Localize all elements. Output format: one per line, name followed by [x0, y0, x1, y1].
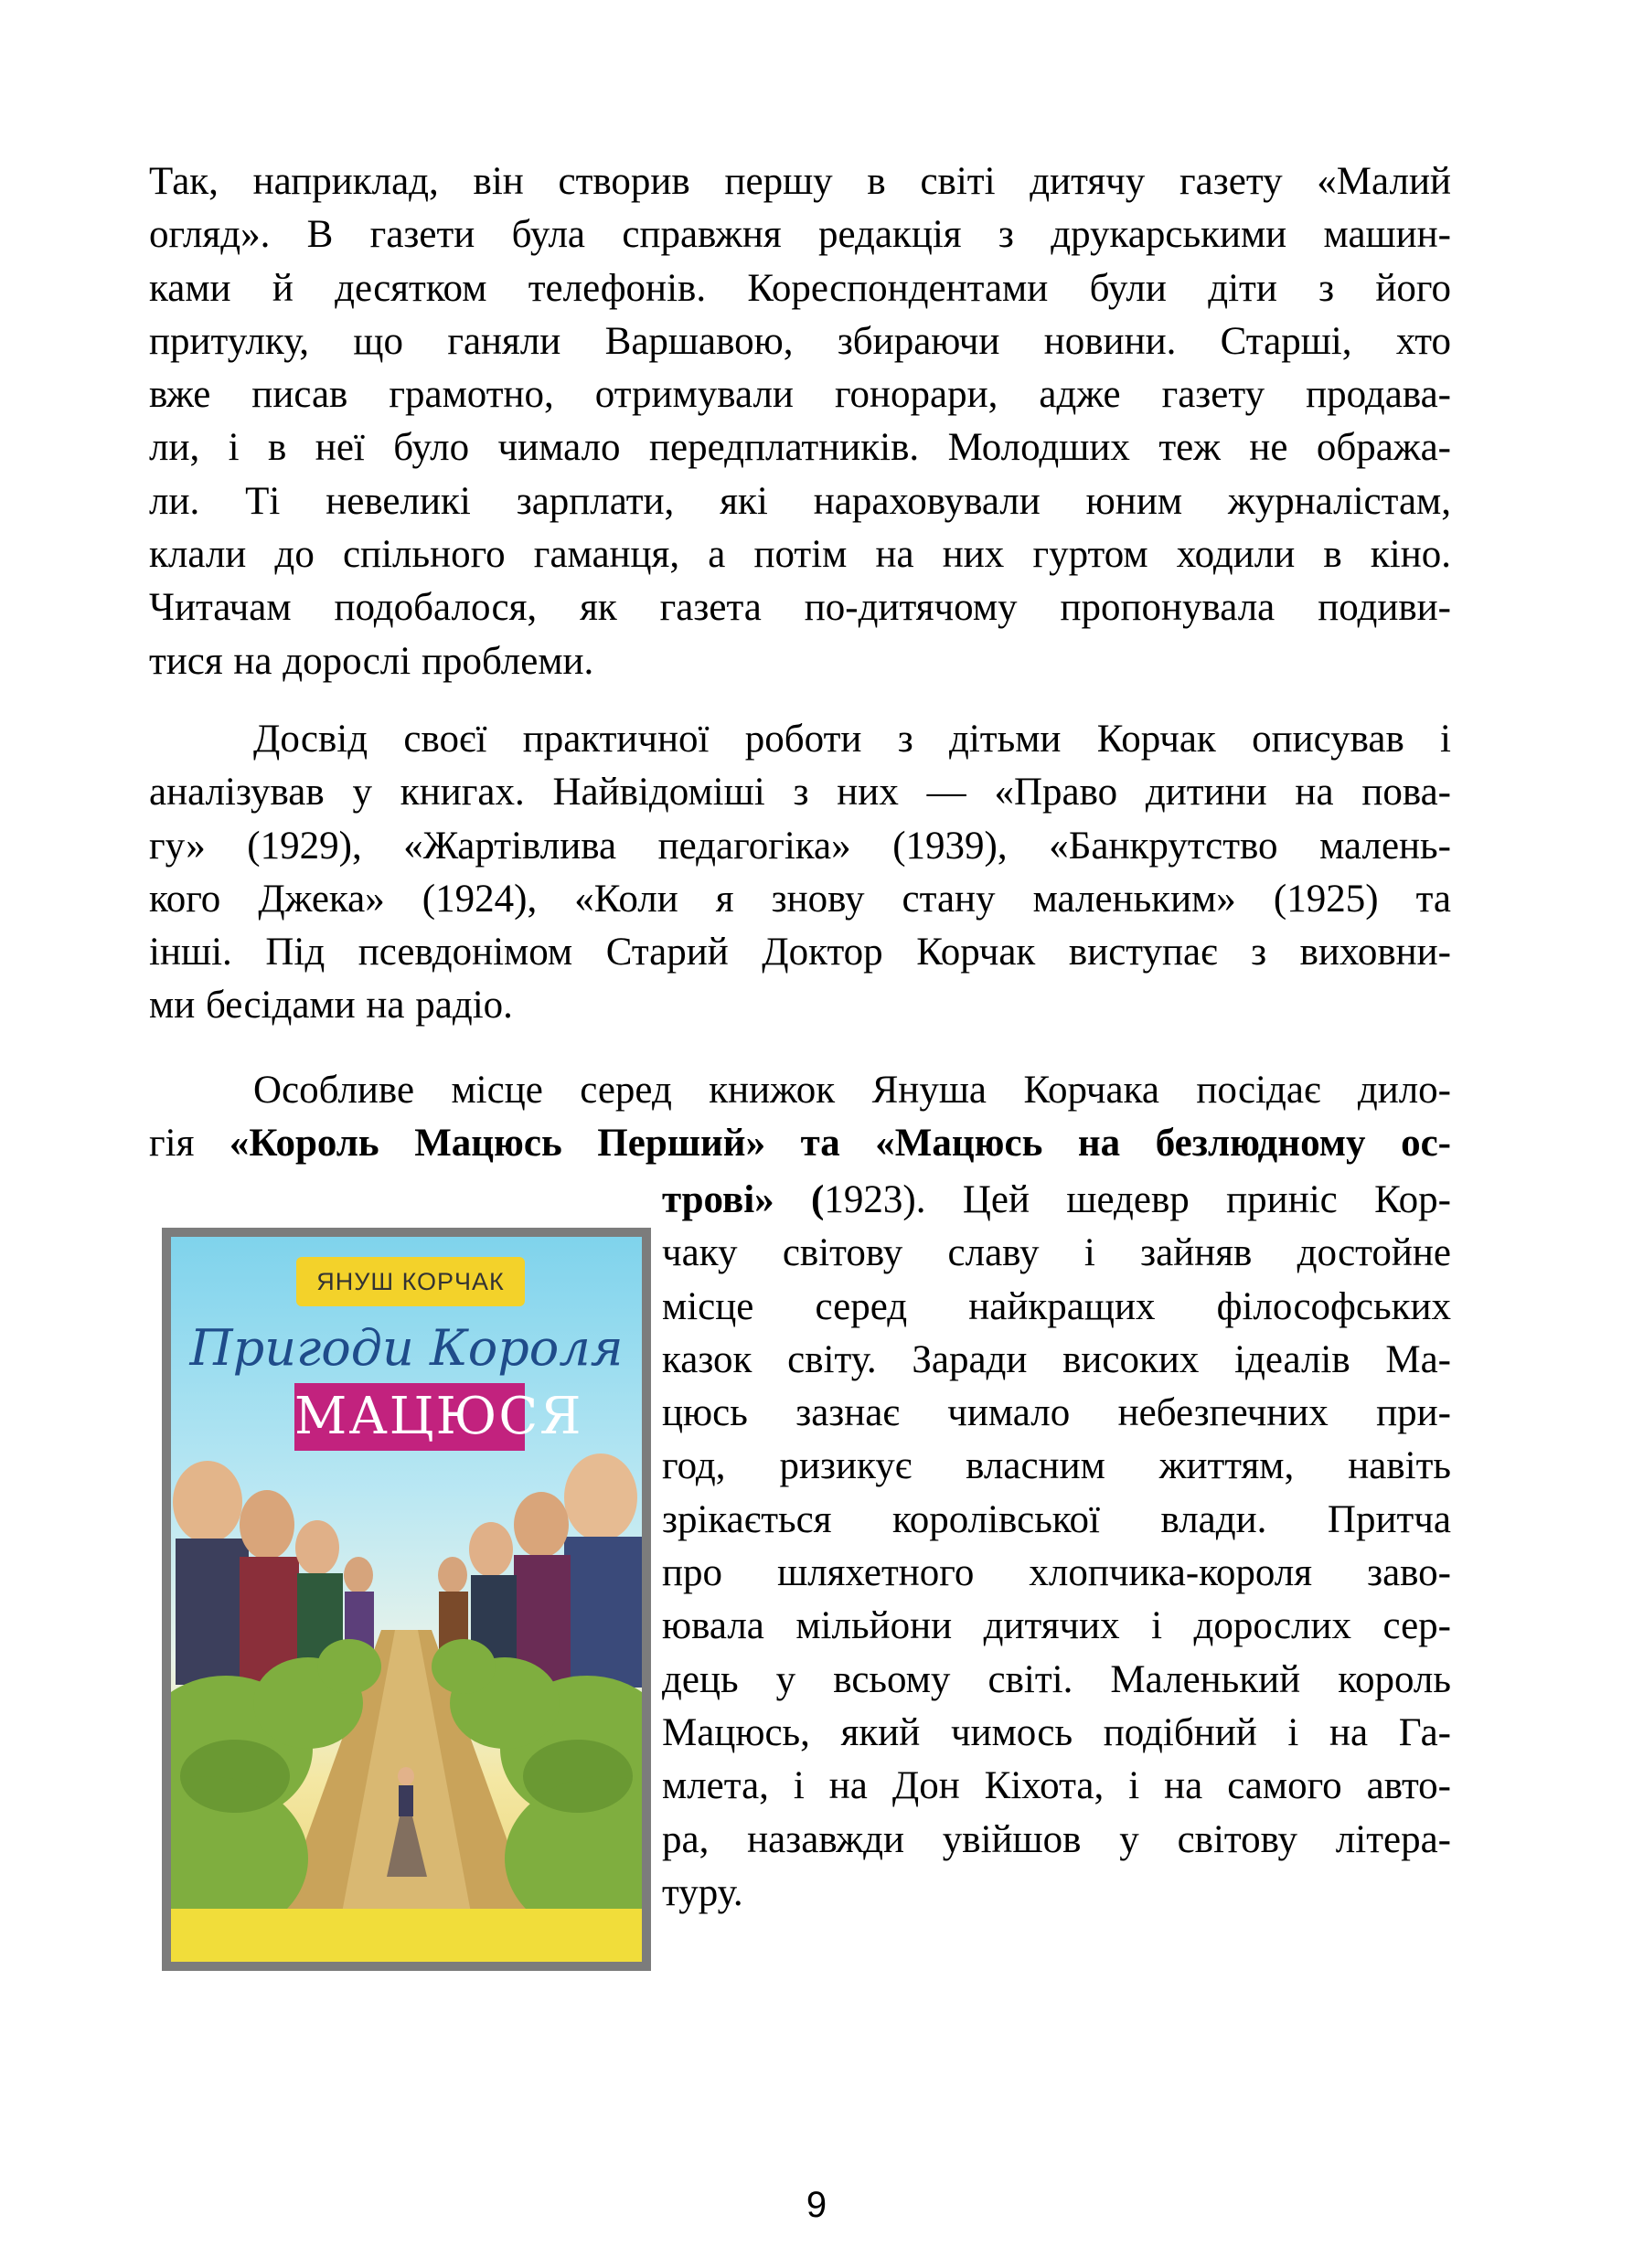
- p2-line: Досвід своєї практичної роботи з дітьми Корчак описував і: [253, 718, 1451, 761]
- p3wrap-line: цюсь зазнає чимало небезпечних при-: [662, 1391, 1451, 1435]
- paragraph-3-line-2: [149, 1117, 1451, 1170]
- p1-line: клали до спільного гаманця, а потім на них гуртом ходили в кіно.: [149, 533, 1451, 577]
- cover-title-line-2: МАЦЮСЯ: [294, 1383, 525, 1451]
- p3wrap-line: зрікається королівської влади. Притча: [662, 1497, 1451, 1541]
- paragraph-3-wrap-lines: [662, 1227, 1451, 1920]
- p1-line: ли. Ті невеликі зарплати, які нараховували юним журналістам,: [149, 479, 1451, 523]
- p2-line: ми бесідами на радіо.: [149, 984, 513, 1028]
- p3wrap-line: ра, назавжди увійшов у світову літера-: [662, 1817, 1451, 1861]
- p1-line: Читачам подобалося, як газета по-дитячому пропонувала подиви-: [149, 586, 1451, 630]
- p1-line: Так, наприклад, він створив першу в світі дитячу газету «Малий: [149, 160, 1451, 203]
- page-number: 9: [806, 2185, 827, 2225]
- p1-line: вже писав грамотно, отримували гонорари, адже газету продава-: [149, 373, 1451, 417]
- p1-line: ли, і в неї було чимало передплатників. Молодших теж не обража-: [149, 426, 1451, 470]
- p1-line: огляд». В газети була справжня редакція з друкарськими машин-: [149, 213, 1451, 257]
- p2-line: інші. Під псевдонімом Старий Доктор Корчак виступає з виховни-: [149, 931, 1451, 974]
- p3wrap-line: год, ризикує власним життям, навіть: [662, 1444, 1451, 1488]
- paragraph-3-line-3-rest: 1923). Цей шедевр приніс Кор-: [824, 1178, 1451, 1221]
- cover-title-line-1: Пригоди Короля: [189, 1319, 624, 1377]
- p3wrap-line: туру.: [662, 1870, 743, 1914]
- paragraph-3-wrapped-column: [662, 1174, 1451, 1920]
- p3wrap-line: Мацюсь, який чимось подібний і на Га-: [662, 1710, 1451, 1754]
- p1-line: притулку, що ганяли Варшавою, збираючи новини. Старші, хто: [149, 319, 1451, 363]
- paragraph-1: [149, 155, 1451, 688]
- book-titles-bold: «Король Мацюсь Перший» та «Мацюсь на безлюдному ос-: [229, 1122, 1451, 1166]
- p2-line: кого Джека» (1924), «Коли я знову стану маленьким» (1925) та: [149, 877, 1451, 921]
- p3wrap-line: чаку світову славу і зайняв достойне: [662, 1231, 1451, 1275]
- p3wrap-line: дець у всьому світі. Маленький король: [662, 1657, 1451, 1701]
- paragraph-3-line-1: Особливе місце серед книжок Януша Корчака посідає дило-: [253, 1069, 1451, 1112]
- p1-line: ками й десятком телефонів. Кореспондентами були діти з його: [149, 266, 1451, 310]
- cover-bottom-band: [171, 1909, 642, 1962]
- paragraph-3-prefix: гія: [149, 1122, 229, 1166]
- paragraph-3-line-3: [662, 1174, 1451, 1227]
- p3wrap-line: ювала мільйони дитячих і дорослих сер-: [662, 1604, 1451, 1648]
- p3wrap-line: казок світу. Заради високих ідеалів Ма-: [662, 1337, 1451, 1381]
- book-cover-artwork: [171, 1237, 642, 1962]
- cover-illustration: [171, 1447, 642, 1922]
- book-cover-image: [162, 1228, 651, 1971]
- paragraph-3: [149, 1064, 1451, 1171]
- cover-author: ЯНУШ КОРЧАК: [296, 1257, 525, 1306]
- p1-line: тися на дорослі проблеми.: [149, 639, 594, 683]
- paragraph-2: [149, 713, 1451, 1033]
- p3wrap-line: про шляхетного хлопчика-короля заво-: [662, 1551, 1451, 1595]
- p3wrap-line: місце серед найкращих філософських: [662, 1284, 1451, 1328]
- book-title-bold-end: трові» (: [662, 1178, 825, 1221]
- p3wrap-line: млета, і на Дон Кіхота, і на самого авто-: [662, 1764, 1451, 1808]
- p2-line: аналізував у книгах. Найвідоміші з них — «Право дитини на пова-: [149, 771, 1451, 815]
- p2-line: гу» (1929), «Жартівлива педагогіка» (1939), «Банкрутство малень-: [149, 824, 1451, 868]
